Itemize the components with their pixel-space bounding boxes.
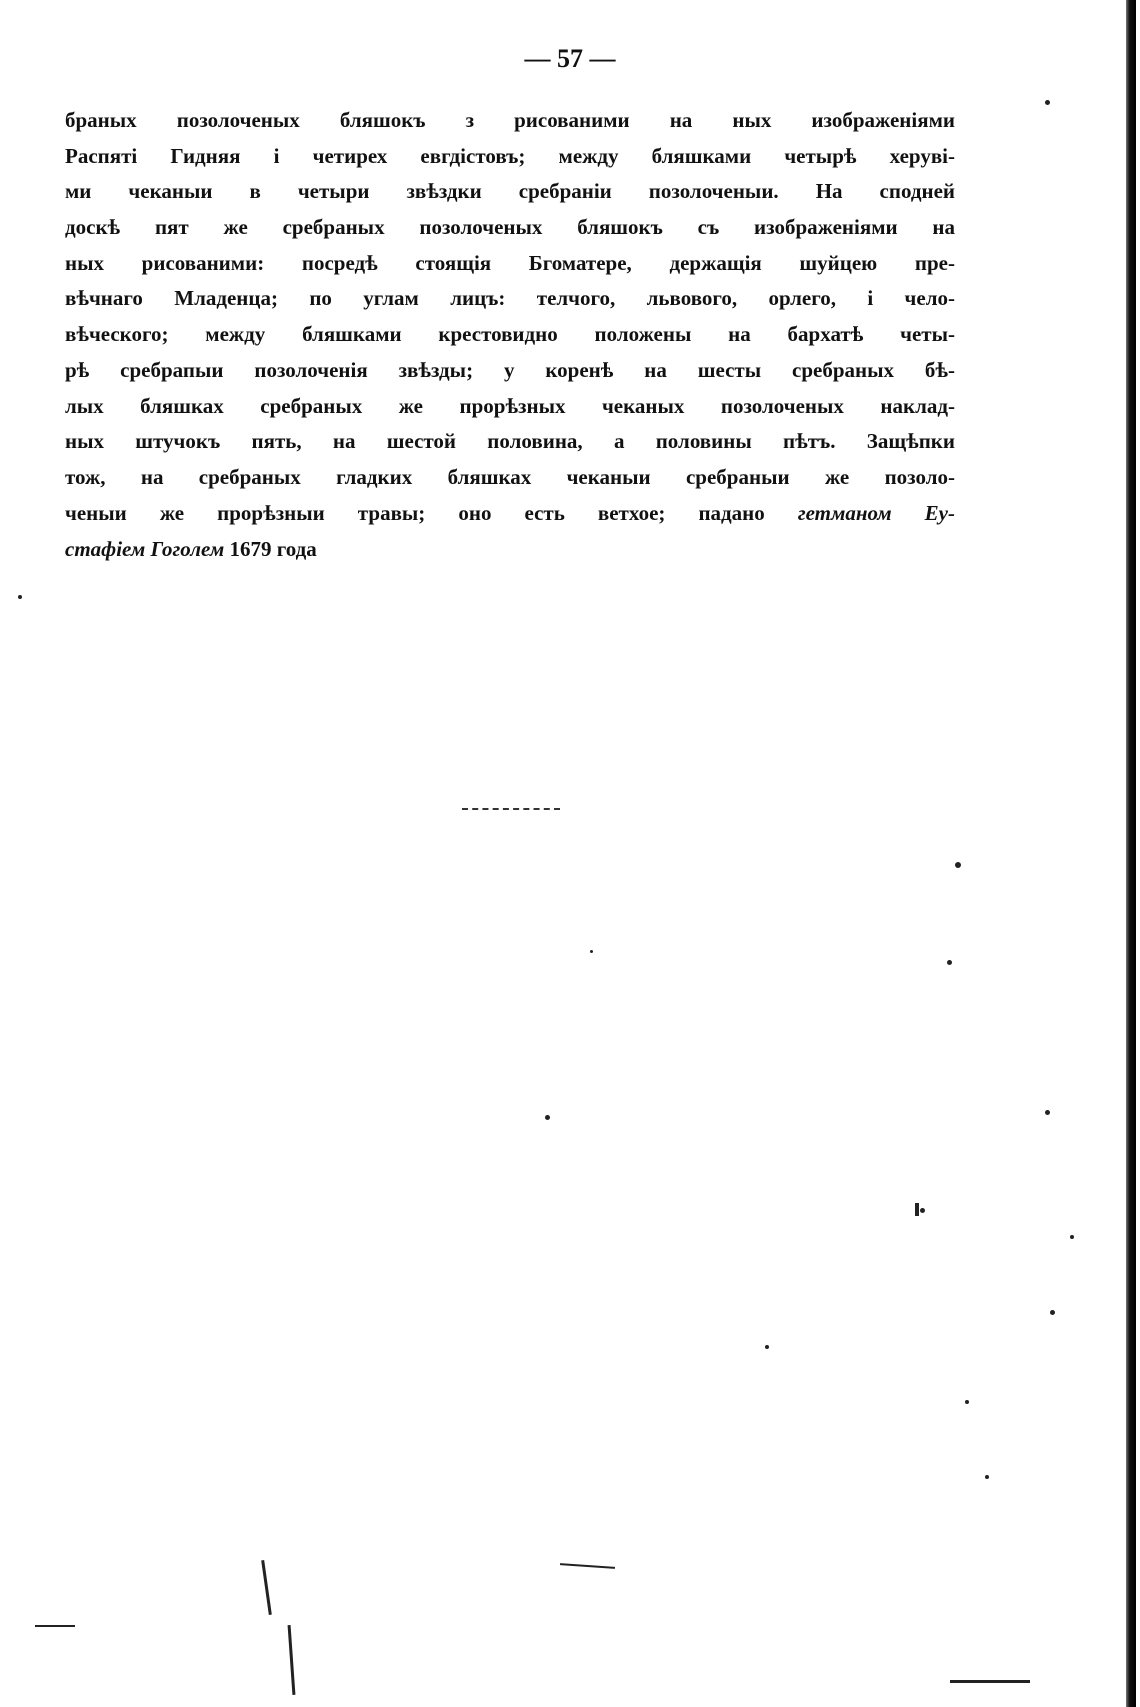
scan-speck (1050, 1310, 1055, 1315)
text-line: доскѣ пят же сребраных позолоченых бляшокъ съ изображеніями на (65, 215, 955, 239)
text-segment: 1679 года (224, 537, 317, 561)
text-line: ми чеканыи в четыри звѣздки сребраніи позолоченыи. На сподней (65, 179, 955, 203)
text-line: рѣ сребрапыи позолоченія звѣзды; у коренѣ на шесты сребраных бѣ- (65, 358, 955, 382)
text-line (65, 535, 955, 563)
scan-speck (590, 950, 593, 953)
scan-speck (920, 1208, 925, 1213)
scan-speck (545, 1115, 550, 1120)
text-line: браных позолоченых бляшокъ з рисованими на ных изображеніями (65, 108, 955, 132)
text-segment: ченыи же прорѣзныи травы; оно есть ветхое; падано (65, 501, 765, 525)
scan-scratch (35, 1625, 75, 1627)
text-line (65, 499, 955, 527)
binding-edge-shadow (1126, 0, 1136, 1707)
text-line: вѣчнаго Младенца; по углам лицъ: телчого, львового, орлего, і чело- (65, 286, 955, 310)
text-line: тож, на сребраных гладких бляшках чеканыи сребраныи же позоло- (65, 465, 955, 489)
scan-speck (965, 1400, 969, 1404)
scan-scratch (261, 1560, 272, 1615)
scan-speck (955, 862, 961, 868)
scan-speck (985, 1475, 989, 1479)
scan-speck (18, 595, 22, 599)
section-separator (462, 808, 560, 810)
text-line: ных рисованими: посредѣ стоящія Бгоматере, держащія шуйцею пре- (65, 251, 955, 275)
text-line: лых бляшках сребраных же прорѣзных чеканых позолоченых наклад- (65, 394, 955, 418)
text-line: ных штучокъ пять, на шестой половина, а половины пѣтъ. Защѣпки (65, 429, 955, 453)
scan-speck (1045, 1110, 1050, 1115)
scan-speck (1070, 1235, 1074, 1239)
scan-scratch (950, 1680, 1030, 1683)
text-line: Распяті Гидняя і четирех евгдістовъ; между бляшками четырѣ херуві- (65, 144, 955, 168)
scan-scratch (288, 1625, 296, 1695)
text-line: вѣческого; между бляшками крестовидно положены на бархатѣ четы- (65, 322, 955, 346)
italic-name: гетманом Еу- (797, 501, 955, 525)
scan-speck (947, 960, 952, 965)
scan-speck (765, 1345, 769, 1349)
scan-speck (1045, 100, 1050, 105)
italic-name: стафіем Гоголем (65, 537, 225, 561)
page-number: — 57 — (524, 44, 616, 73)
scan-scratch (915, 1203, 919, 1216)
scan-scratch (560, 1563, 615, 1569)
